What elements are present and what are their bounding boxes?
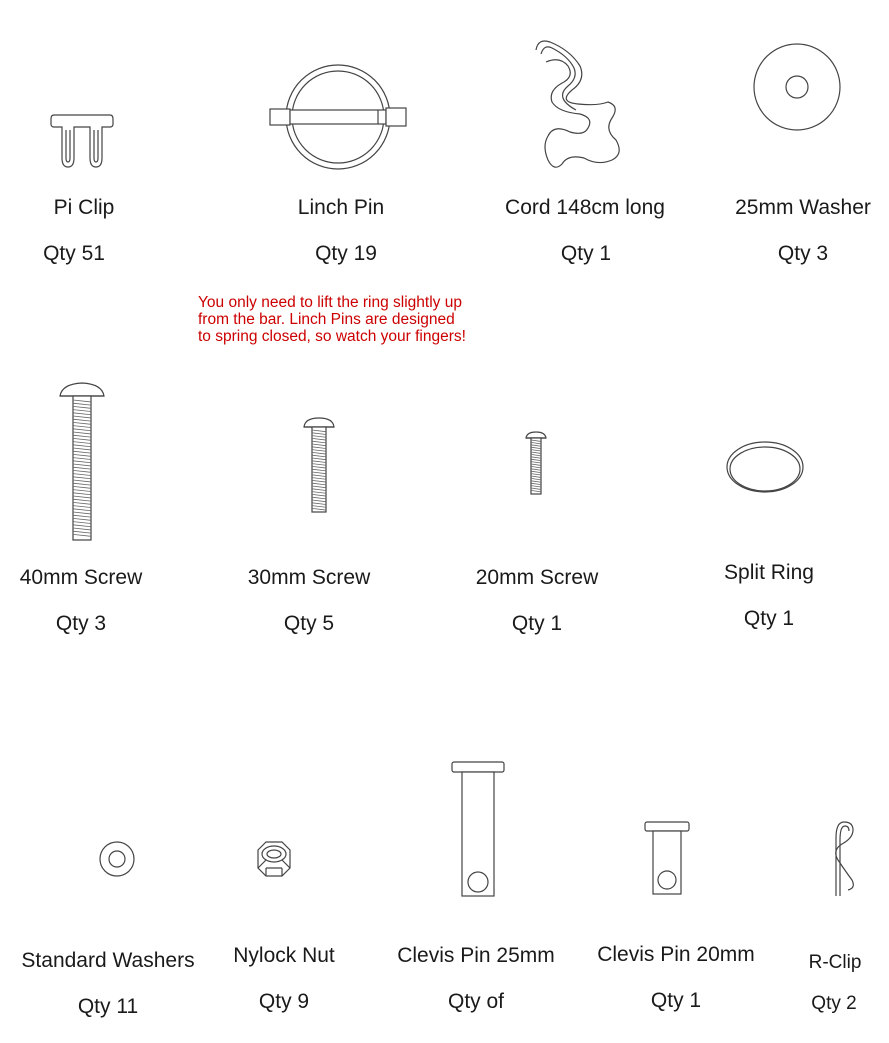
- part-label-r-clip: R-Clip: [808, 952, 862, 973]
- clevis-pin-25-icon: [450, 760, 506, 898]
- part-qty-screw-30: Qty 5: [283, 612, 335, 635]
- part-label-screw-30: 30mm Screw: [247, 566, 371, 589]
- part-qty-screw-20: Qty 1: [511, 612, 563, 635]
- clevis-pin-20-icon: [643, 820, 691, 896]
- part-label-screw-20: 20mm Screw: [475, 566, 599, 589]
- part-label-cord: Cord 148cm long: [505, 196, 665, 219]
- cord-icon: [528, 36, 624, 176]
- part-qty-clevis-25: Qty of: [447, 990, 505, 1013]
- part-qty-split-ring: Qty 1: [743, 607, 795, 630]
- part-qty-screw-40: Qty 3: [55, 612, 107, 635]
- note-line: You only need to lift the ring slightly up: [198, 294, 462, 311]
- part-label-pi-clip: Pi Clip: [53, 196, 115, 219]
- part-qty-cord: Qty 1: [560, 242, 612, 265]
- part-label-screw-40: 40mm Screw: [19, 566, 143, 589]
- linch-pin-warning-note: [198, 294, 466, 345]
- part-qty-linch-pin: Qty 19: [315, 242, 377, 265]
- split-ring-icon: [724, 438, 806, 498]
- part-label-clevis-25: Clevis Pin 25mm: [397, 944, 555, 967]
- r-clip-icon: [826, 818, 860, 898]
- screw-40-icon: [58, 380, 106, 542]
- screw-30-icon: [302, 416, 336, 514]
- note-line: to spring closed, so watch your fingers!: [198, 328, 466, 345]
- pi-clip-icon: [50, 112, 114, 170]
- standard-washer-icon: [98, 840, 136, 878]
- part-label-split-ring: Split Ring: [724, 561, 814, 584]
- part-label-clevis-20: Clevis Pin 20mm: [597, 943, 755, 966]
- part-qty-pi-clip: Qty 51: [43, 242, 105, 265]
- part-label-standard-washers: Standard Washers: [21, 949, 195, 972]
- part-qty-standard-washers: Qty 11: [77, 995, 139, 1018]
- part-label-nylock-nut: Nylock Nut: [233, 944, 335, 967]
- nylock-nut-icon: [254, 838, 294, 882]
- part-label-linch-pin: Linch Pin: [297, 196, 385, 219]
- washer-icon: [752, 42, 842, 132]
- note-line: from the bar. Linch Pins are designed: [198, 311, 455, 328]
- screw-20-icon: [524, 430, 548, 496]
- part-qty-washer-25: Qty 3: [777, 242, 829, 265]
- linch-pin-icon: [268, 62, 408, 174]
- part-label-washer-25: 25mm Washer: [735, 196, 871, 219]
- part-qty-r-clip: Qty 2: [811, 993, 857, 1014]
- part-qty-nylock-nut: Qty 9: [258, 990, 310, 1013]
- part-qty-clevis-20: Qty 1: [650, 989, 702, 1012]
